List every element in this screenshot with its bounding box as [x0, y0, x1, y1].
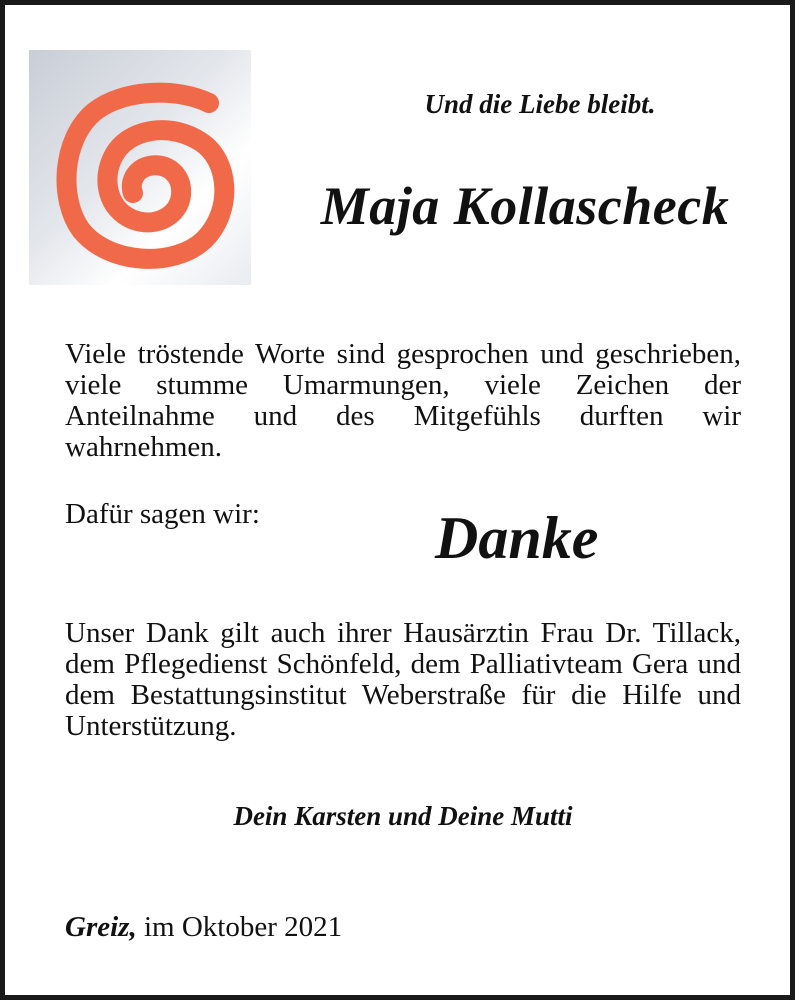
- place-date: [65, 911, 342, 944]
- spiral-logo: [29, 50, 251, 285]
- signature: Dein Karsten und Deine Mutti: [233, 801, 573, 831]
- motto: Und die Liebe bleibt.: [424, 89, 656, 119]
- place: Greiz,: [65, 911, 137, 943]
- thanks-word: Danke: [435, 505, 599, 571]
- condolence-paragraph: Viele tröstende Worte sind gesprochen und geschrieben, viele stumme Umarmungen, viele Zeichen der Anteilnahme und des Mitgefühls durften wir wahrnehmen.: [65, 338, 741, 463]
- date: im Oktober 2021: [136, 911, 343, 943]
- deceased-name: Maja Kollascheck: [320, 176, 730, 236]
- thanks-intro: Dafür sagen wir:: [65, 498, 260, 530]
- acknowledgement-paragraph: Unser Dank gilt auch ihrer Hausärztin Frau Dr. Tillack, dem Pflegedienst Schönfeld, dem Palliativteam Gera und dem Bestattungsinstitut Weberstraße für die Hilfe und Unterstützung.: [65, 617, 741, 742]
- spiral-icon: [29, 50, 251, 285]
